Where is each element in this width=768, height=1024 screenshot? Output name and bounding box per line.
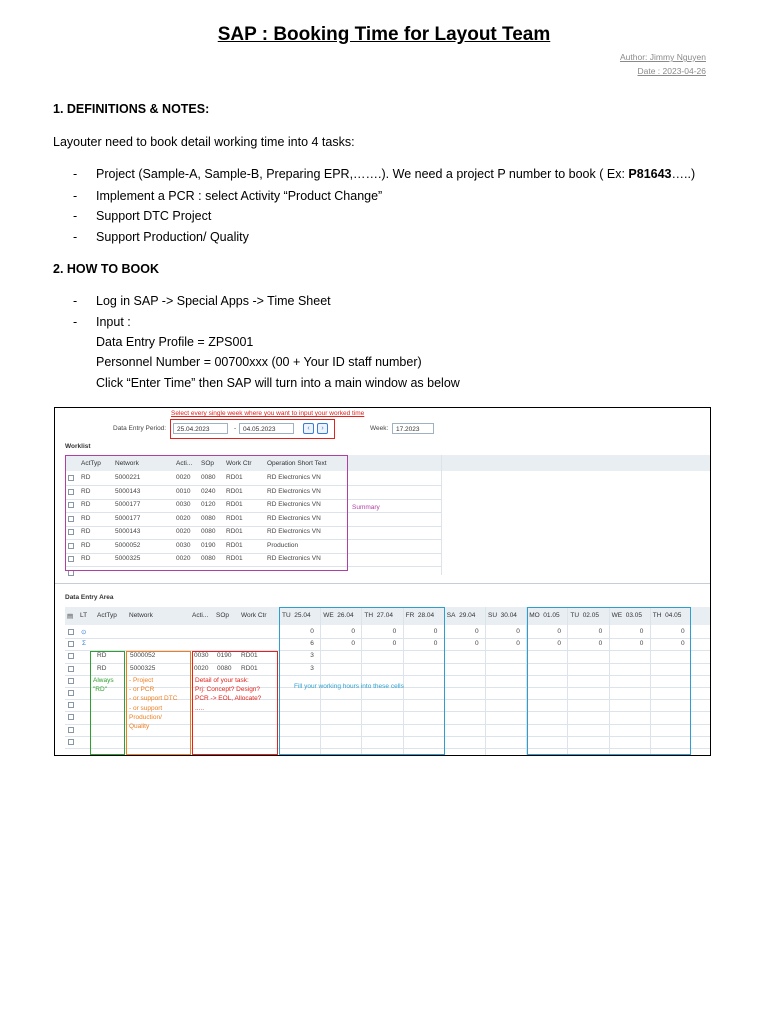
- entry-row-checkbox[interactable]: [68, 727, 74, 733]
- worklist-cell: 0020: [176, 555, 191, 562]
- arrow-left-icon[interactable]: ‹: [303, 423, 314, 434]
- day-total-cell: 0: [351, 640, 356, 648]
- day-total-cell: 0: [475, 628, 479, 635]
- day-total-cell: 0: [681, 628, 685, 635]
- input-line-personnel: Personnel Number = 00700xxx (00 + Your ID staff number): [96, 355, 422, 369]
- entry-row-checkbox[interactable]: [68, 739, 74, 745]
- day-total-cell: 0: [516, 628, 520, 635]
- worklist-cell: RD01: [226, 514, 243, 522]
- summary-note: Summary: [352, 504, 380, 511]
- entry-cell-acti[interactable]: 0020: [194, 664, 209, 672]
- worklist-highlight-box: [65, 455, 348, 571]
- worklist-cell: 0120: [201, 501, 216, 508]
- entry-row-checkbox[interactable]: [68, 702, 74, 708]
- worklist-divider: [441, 455, 442, 575]
- arrow-right-icon[interactable]: ›: [317, 423, 328, 434]
- acttyp-highlight-box: [90, 651, 125, 755]
- entry-row-checkbox[interactable]: [68, 678, 74, 684]
- day-total-cell: 0: [557, 640, 562, 648]
- intro-paragraph: Layouter need to book detail working time into 4 tasks:: [53, 135, 355, 149]
- period-to-input[interactable]: 04.05.2023: [239, 423, 294, 434]
- day-total-cell: 0: [392, 628, 397, 635]
- worklist-cell: RD Electronics VN: [267, 514, 321, 522]
- section-divider: [55, 583, 710, 584]
- worklist-header-cell[interactable]: Acti...: [176, 460, 193, 467]
- worklist-cell: 5000052: [115, 541, 141, 549]
- worklist-cell: 5000143: [115, 528, 141, 535]
- day-total-cell: 0: [310, 628, 314, 635]
- period-label: Data Entry Period:: [113, 425, 167, 432]
- sum-icon: Σ: [82, 640, 87, 648]
- entry-row-checkbox[interactable]: [68, 629, 74, 635]
- day-total-cell: 6: [310, 640, 314, 648]
- worklist-cell: 5000143: [115, 487, 141, 495]
- entry-cell-sop[interactable]: 0190: [217, 652, 232, 660]
- section-1-heading: 1. DEFINITIONS & NOTES:: [53, 102, 210, 116]
- sap-timesheet-screenshot: [54, 407, 711, 756]
- entry-cell-workctr[interactable]: RD01: [241, 664, 258, 672]
- day-header-cell: MO 01.05: [529, 612, 560, 619]
- worklist-cell: 0030: [176, 541, 191, 549]
- worklist-cell: RD: [81, 528, 91, 535]
- worklist-cell: 5000177: [115, 501, 141, 508]
- day-header-cell: TU 25.04: [282, 612, 311, 619]
- worklist-cell: 0240: [201, 487, 216, 495]
- worklist-header-cell[interactable]: Network: [115, 460, 139, 467]
- day-total-cell: 0: [598, 628, 603, 635]
- worklist-cell: RD Electronics VN: [267, 501, 321, 508]
- period-separator: -: [234, 425, 237, 432]
- note-fill-hours: Fill your working hours into these cells: [294, 683, 404, 690]
- day-total-cell: 0: [639, 628, 644, 635]
- worklist-cell: RD: [81, 474, 91, 481]
- entry-cell-acttyp[interactable]: RD: [97, 652, 107, 660]
- author-line: Author: Jimmy Nguyen: [620, 52, 706, 62]
- worklist-cell: RD: [81, 514, 91, 522]
- worklist-cell: RD Electronics VN: [267, 555, 321, 562]
- entry-row-checkbox[interactable]: [68, 666, 74, 672]
- target-icon: ⊙: [81, 629, 87, 636]
- doc-title: SAP : Booking Time for Layout Team: [217, 24, 551, 45]
- entry-header-cell[interactable]: SOp: [216, 612, 230, 619]
- note-network-types: - Project - or PCR - or support DTC - or support Production/ Quality: [129, 677, 178, 731]
- entry-row-checkbox[interactable]: [68, 714, 74, 720]
- period-from-input[interactable]: 25.04.2023: [173, 423, 228, 434]
- worklist-cell: RD01: [226, 555, 243, 562]
- worklist-cell: 0010: [176, 487, 191, 495]
- worklist-header-cell[interactable]: Operation Short Text: [267, 460, 327, 467]
- note-task-detail: Detail of your task: Prj: Concept? Design? PCR -> EOL, Allocate? .....: [195, 677, 262, 712]
- day-header-cell: WE 03.05: [611, 612, 642, 619]
- day-total-cell: 0: [392, 640, 397, 648]
- period-highlight-box: [170, 419, 335, 439]
- worklist-cell: RD01: [226, 474, 243, 481]
- entry-cell-acttyp[interactable]: RD: [97, 664, 107, 672]
- day-column-line: [485, 607, 486, 755]
- worklist-cell: 0190: [201, 541, 216, 549]
- worklist-cell: 0080: [201, 528, 216, 535]
- entry-cell-acti[interactable]: 0030: [194, 652, 209, 660]
- day-total-cell: 0: [557, 628, 562, 635]
- entry-header-cell[interactable]: ActTyp: [97, 612, 117, 619]
- entry-cell-network[interactable]: 5000052: [130, 652, 156, 660]
- date-line: Date : 2023-04-26: [637, 66, 706, 76]
- input-line-enter-time: Click “Enter Time” then SAP will turn into a main window as below: [96, 376, 460, 390]
- worklist-cell: 0030: [176, 501, 191, 508]
- entry-header-cell[interactable]: Work Ctr: [241, 612, 267, 619]
- day-header-cell: FR 28.04: [405, 612, 435, 619]
- day-header-cell: WE 26.04: [323, 612, 354, 619]
- worklist-cell: RD01: [226, 541, 243, 549]
- worklist-cell: RD: [81, 555, 91, 562]
- worklist-header-cell[interactable]: SOp: [201, 460, 215, 467]
- entry-row-checkbox[interactable]: [68, 690, 74, 696]
- day-header-cell: TU 02.05: [570, 612, 599, 619]
- entry-row-checkbox[interactable]: [68, 653, 74, 659]
- input-line-profile: Data Entry Profile = ZPS001: [96, 335, 254, 349]
- hours-cell[interactable]: 3: [310, 652, 314, 660]
- worklist-cell: RD: [81, 487, 91, 495]
- entry-cell-network[interactable]: 5000325: [130, 664, 156, 672]
- section-2-heading: 2. HOW TO BOOK: [53, 262, 160, 276]
- worklist-cell: 5000177: [115, 514, 141, 522]
- worklist-cell: RD01: [226, 528, 243, 535]
- day-header-cell: TH 27.04: [364, 612, 393, 619]
- note-always-rd: Always "RD": [93, 677, 114, 693]
- worklist-cell: 5000325: [115, 555, 141, 562]
- entry-header-cell[interactable]: LT: [80, 612, 88, 619]
- entry-area-title: Data Entry Area: [65, 594, 114, 601]
- day-total-cell: 0: [433, 640, 438, 648]
- worklist-cell: Production: [267, 541, 299, 549]
- table-settings-icon[interactable]: ▤: [67, 613, 74, 620]
- day-total-cell: 0: [475, 640, 479, 648]
- worklist-cell: 0080: [201, 514, 216, 522]
- worklist-cell: RD01: [226, 501, 243, 508]
- worklist-cell: RD01: [226, 487, 243, 495]
- worklist-title: Worklist: [65, 443, 91, 450]
- day-header-cell: SU 30.04: [488, 612, 517, 619]
- worklist-cell: 0020: [176, 474, 191, 481]
- day-total-cell: 0: [598, 640, 603, 648]
- entry-cell-sop[interactable]: 0080: [217, 664, 232, 672]
- week2-hours-box: [527, 607, 691, 755]
- entry-row-checkbox[interactable]: [68, 641, 74, 647]
- worklist-cell: RD: [81, 541, 91, 549]
- week1-hours-box: [279, 607, 445, 755]
- entry-cell-workctr[interactable]: RD01: [241, 652, 258, 660]
- day-total-cell: 0: [681, 640, 685, 648]
- day-total-cell: 0: [433, 628, 438, 635]
- select-week-note: Select every single week where you want to input your worked time: [171, 410, 365, 417]
- day-total-cell: 0: [639, 640, 644, 648]
- worklist-cell: 0080: [201, 555, 216, 562]
- hours-cell[interactable]: 3: [310, 664, 314, 672]
- worklist-cell: RD Electronics VN: [267, 528, 321, 535]
- day-total-cell: 0: [351, 628, 356, 635]
- week-input[interactable]: 17.2023: [392, 423, 434, 434]
- project-number-example: P81643: [628, 167, 672, 181]
- worklist-cell: 0020: [176, 514, 191, 522]
- worklist-header-cell[interactable]: Work Ctr: [226, 460, 252, 467]
- worklist-header-cell[interactable]: ActTyp: [81, 460, 101, 467]
- week-label: Week:: [370, 425, 389, 432]
- worklist-cell: RD: [81, 501, 91, 508]
- entry-header-cell[interactable]: Acti...: [192, 612, 209, 619]
- worklist-cell: RD Electronics VN: [267, 487, 321, 495]
- worklist-cell: 0080: [201, 474, 216, 481]
- day-header-cell: SA 29.04: [446, 612, 476, 619]
- worklist-cell: 0020: [176, 528, 191, 535]
- day-header-cell: TH 04.05: [652, 612, 682, 619]
- worklist-cell: 5000221: [115, 474, 141, 481]
- day-total-cell: 0: [516, 640, 520, 648]
- worklist-cell: RD Electronics VN: [267, 474, 321, 481]
- entry-header-cell[interactable]: Network: [129, 612, 153, 619]
